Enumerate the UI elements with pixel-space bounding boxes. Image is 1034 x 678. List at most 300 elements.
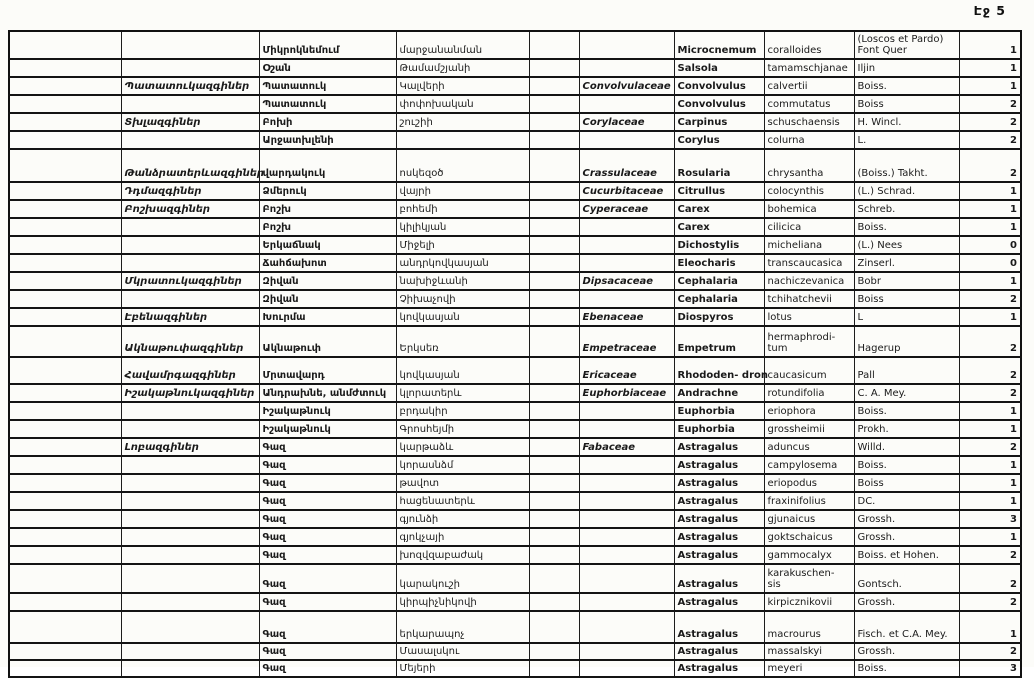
cell-latin-genus: Convolvulus	[674, 77, 764, 95]
cell-latin-genus: Astragalus	[674, 456, 764, 474]
cell-latin-genus: Convolvulus	[674, 95, 764, 113]
table-row	[9, 402, 1021, 420]
cell-author: Boiss	[854, 95, 959, 113]
cell-armenian-genus: Արջատխլենի	[259, 131, 396, 149]
cell-count: 1	[959, 528, 1021, 546]
cell-armenian-family	[121, 402, 259, 420]
cell-count: 3	[959, 510, 1021, 528]
cell-armenian-species: Կալվերի	[396, 77, 529, 95]
cell-empty-left	[9, 611, 121, 643]
cell-empty-left	[9, 546, 121, 564]
cell-count: 1	[959, 31, 1021, 59]
cell-armenian-genus: Ձմերուկ	[259, 182, 396, 200]
cell-latin-species: fraxinifolius	[764, 492, 854, 510]
cell-count: 1	[959, 474, 1021, 492]
cell-latin-family	[579, 131, 674, 149]
table-row	[9, 492, 1021, 510]
cell-author: DC.	[854, 492, 959, 510]
cell-spacer	[529, 31, 579, 59]
cell-armenian-genus: Պատատուկ	[259, 77, 396, 95]
cell-latin-species: eriopodus	[764, 474, 854, 492]
cell-latin-species: transcaucasica	[764, 254, 854, 272]
cell-armenian-genus: Օշան	[259, 59, 396, 77]
cell-latin-species: colocynthis	[764, 182, 854, 200]
cell-spacer	[529, 272, 579, 290]
cell-count: 2	[959, 131, 1021, 149]
cell-empty-left	[9, 564, 121, 593]
cell-latin-family: Crassulaceae	[579, 149, 674, 182]
cell-author: Boiss	[854, 474, 959, 492]
cell-empty-left	[9, 643, 121, 660]
cell-armenian-species: Գրոսհեյմի	[396, 420, 529, 438]
cell-latin-genus: Astragalus	[674, 546, 764, 564]
cell-armenian-species: Միջելի	[396, 236, 529, 254]
cell-empty-left	[9, 593, 121, 611]
table-row	[9, 77, 1021, 95]
cell-empty-left	[9, 326, 121, 357]
table-row	[9, 308, 1021, 326]
cell-armenian-species: Մասալսկու	[396, 643, 529, 660]
cell-author: Zinserl.	[854, 254, 959, 272]
cell-armenian-family	[121, 528, 259, 546]
cell-latin-species: tchihatchevii	[764, 290, 854, 308]
cell-count: 1	[959, 420, 1021, 438]
cell-author: Gontsch.	[854, 564, 959, 593]
cell-spacer	[529, 131, 579, 149]
cell-latin-family: Corylaceae	[579, 113, 674, 131]
cell-spacer	[529, 402, 579, 420]
table-row	[9, 384, 1021, 402]
cell-count: 1	[959, 272, 1021, 290]
table-row	[9, 660, 1021, 677]
cell-armenian-species: շուշիի	[396, 113, 529, 131]
table-body	[9, 31, 1021, 677]
cell-latin-genus: Carpinus	[674, 113, 764, 131]
cell-count: 2	[959, 564, 1021, 593]
cell-armenian-species: խոզվզաբաժակ	[396, 546, 529, 564]
cell-latin-family	[579, 290, 674, 308]
cell-spacer	[529, 200, 579, 218]
cell-count: 1	[959, 308, 1021, 326]
cell-armenian-family	[121, 59, 259, 77]
cell-armenian-family	[121, 218, 259, 236]
cell-armenian-family	[121, 546, 259, 564]
cell-armenian-family: Բոշխազգիներ	[121, 200, 259, 218]
cell-author: Boiss.	[854, 218, 959, 236]
cell-latin-family	[579, 611, 674, 643]
cell-latin-species: micheliana	[764, 236, 854, 254]
cell-author: H. Wincl.	[854, 113, 959, 131]
cell-spacer	[529, 643, 579, 660]
table-row	[9, 420, 1021, 438]
cell-count: 1	[959, 456, 1021, 474]
cell-armenian-genus: Գազ	[259, 492, 396, 510]
cell-latin-species: caucasicum	[764, 357, 854, 384]
cell-author: Boiss	[854, 290, 959, 308]
cell-latin-family: Ericaceae	[579, 357, 674, 384]
cell-latin-family: Fabaceae	[579, 438, 674, 456]
cell-latin-species: lotus	[764, 308, 854, 326]
cell-empty-left	[9, 384, 121, 402]
cell-empty-left	[9, 357, 121, 384]
cell-armenian-family	[121, 95, 259, 113]
table-row	[9, 236, 1021, 254]
cell-armenian-genus: Գազ	[259, 643, 396, 660]
table-row	[9, 546, 1021, 564]
cell-author: Boiss.	[854, 660, 959, 677]
cell-armenian-genus: Միկրոկնեմում	[259, 31, 396, 59]
cell-latin-family	[579, 546, 674, 564]
cell-armenian-species: Մեյերի	[396, 660, 529, 677]
cell-count: 0	[959, 254, 1021, 272]
cell-count: 2	[959, 113, 1021, 131]
cell-armenian-genus: Գազ	[259, 593, 396, 611]
cell-armenian-species: կարթաձև	[396, 438, 529, 456]
cell-latin-family	[579, 218, 674, 236]
cell-armenian-family: Լոբազգիներ	[121, 438, 259, 456]
cell-latin-species: cilicica	[764, 218, 854, 236]
cell-empty-left	[9, 59, 121, 77]
cell-armenian-genus: Գազ	[259, 528, 396, 546]
cell-latin-family	[579, 254, 674, 272]
cell-author: (Boiss.) Takht.	[854, 149, 959, 182]
cell-latin-family	[579, 492, 674, 510]
table-row	[9, 182, 1021, 200]
cell-armenian-species: կիլիկյան	[396, 218, 529, 236]
cell-latin-species: commutatus	[764, 95, 854, 113]
cell-empty-left	[9, 474, 121, 492]
cell-armenian-species: կովկասյան	[396, 308, 529, 326]
cell-count: 0	[959, 236, 1021, 254]
cell-spacer	[529, 218, 579, 236]
cell-count: 2	[959, 546, 1021, 564]
cell-author: Boiss.	[854, 402, 959, 420]
table-row	[9, 290, 1021, 308]
cell-armenian-genus: Իշակաթնուկ	[259, 402, 396, 420]
cell-author: (L.) Schrad.	[854, 182, 959, 200]
cell-armenian-genus: Գազ	[259, 660, 396, 677]
cell-latin-species: tamamschjanae	[764, 59, 854, 77]
cell-empty-left	[9, 95, 121, 113]
cell-latin-species: coralloides	[764, 31, 854, 59]
cell-armenian-genus: Գազ	[259, 456, 396, 474]
cell-armenian-species: մարջանանման	[396, 31, 529, 59]
cell-latin-genus: Astragalus	[674, 492, 764, 510]
cell-latin-family	[579, 402, 674, 420]
cell-latin-family	[579, 420, 674, 438]
table-row	[9, 95, 1021, 113]
cell-latin-family: Cucurbitaceae	[579, 182, 674, 200]
cell-count: 1	[959, 77, 1021, 95]
table-row	[9, 31, 1021, 59]
cell-latin-species: rotundifolia	[764, 384, 854, 402]
cell-armenian-species: գյունձի	[396, 510, 529, 528]
cell-latin-genus: Andrachne	[674, 384, 764, 402]
table-row	[9, 643, 1021, 660]
cell-armenian-species: փոփոխական	[396, 95, 529, 113]
cell-armenian-species: կարակուշի	[396, 564, 529, 593]
cell-latin-species: macrourus	[764, 611, 854, 643]
cell-spacer	[529, 528, 579, 546]
cell-spacer	[529, 474, 579, 492]
cell-armenian-species: կորասնձմ	[396, 456, 529, 474]
cell-armenian-family	[121, 643, 259, 660]
table-row	[9, 357, 1021, 384]
cell-armenian-family: Իշակաթնուկազգիներ	[121, 384, 259, 402]
cell-latin-genus: Astragalus	[674, 510, 764, 528]
cell-armenian-family: Պատատուկազգիներ	[121, 77, 259, 95]
cell-latin-genus: Corylus	[674, 131, 764, 149]
cell-empty-left	[9, 456, 121, 474]
cell-armenian-family	[121, 510, 259, 528]
cell-spacer	[529, 611, 579, 643]
cell-author: Hagerup	[854, 326, 959, 357]
cell-latin-species: gammocalyx	[764, 546, 854, 564]
cell-armenian-species: հացենատերև	[396, 492, 529, 510]
table-row	[9, 593, 1021, 611]
cell-spacer	[529, 95, 579, 113]
table-row	[9, 254, 1021, 272]
cell-empty-left	[9, 510, 121, 528]
cell-latin-family	[579, 456, 674, 474]
cell-latin-family: Euphorbiaceae	[579, 384, 674, 402]
cell-count: 2	[959, 290, 1021, 308]
cell-author: Willd.	[854, 438, 959, 456]
cell-armenian-species: թավոտ	[396, 474, 529, 492]
cell-armenian-genus: Գազ	[259, 611, 396, 643]
cell-armenian-species	[396, 131, 529, 149]
cell-armenian-genus: Զիվան	[259, 272, 396, 290]
cell-armenian-genus: Գազ	[259, 474, 396, 492]
cell-armenian-genus: Զիվան	[259, 290, 396, 308]
cell-author: Bobr	[854, 272, 959, 290]
cell-author: Boiss.	[854, 77, 959, 95]
cell-latin-family	[579, 528, 674, 546]
table-row	[9, 218, 1021, 236]
cell-author: C. A. Mey.	[854, 384, 959, 402]
table-row	[9, 456, 1021, 474]
cell-spacer	[529, 510, 579, 528]
table-row	[9, 474, 1021, 492]
cell-spacer	[529, 593, 579, 611]
cell-latin-species: meyeri	[764, 660, 854, 677]
cell-author: Grossh.	[854, 593, 959, 611]
cell-latin-species: gjunaicus	[764, 510, 854, 528]
cell-empty-left	[9, 31, 121, 59]
cell-armenian-species: Երկսեռ	[396, 326, 529, 357]
cell-latin-family	[579, 660, 674, 677]
cell-spacer	[529, 420, 579, 438]
cell-count: 2	[959, 357, 1021, 384]
cell-spacer	[529, 59, 579, 77]
cell-armenian-family	[121, 492, 259, 510]
cell-latin-genus: Astragalus	[674, 593, 764, 611]
cell-armenian-species: երկարապոչ	[396, 611, 529, 643]
cell-armenian-family: Հավամրգազգիներ	[121, 357, 259, 384]
cell-armenian-genus: Անդրախնե, անմժտուկ	[259, 384, 396, 402]
cell-armenian-family: Ակնաթուփազգիներ	[121, 326, 259, 357]
cell-armenian-genus: Գազ	[259, 438, 396, 456]
cell-latin-genus: Empetrum	[674, 326, 764, 357]
cell-spacer	[529, 326, 579, 357]
cell-latin-genus: Salsola	[674, 59, 764, 77]
cell-author: Grossh.	[854, 643, 959, 660]
cell-spacer	[529, 564, 579, 593]
cell-spacer	[529, 113, 579, 131]
cell-latin-genus: Astragalus	[674, 564, 764, 593]
cell-latin-family	[579, 643, 674, 660]
cell-armenian-species: կովկասյան	[396, 357, 529, 384]
cell-spacer	[529, 149, 579, 182]
cell-count: 1	[959, 402, 1021, 420]
table-row	[9, 528, 1021, 546]
cell-empty-left	[9, 131, 121, 149]
cell-latin-species: campylosema	[764, 456, 854, 474]
cell-author: Boiss. et Hohen.	[854, 546, 959, 564]
cell-latin-genus: Citrullus	[674, 182, 764, 200]
botanical-species-table	[8, 30, 1022, 678]
cell-latin-genus: Cephalaria	[674, 272, 764, 290]
cell-armenian-species: կիրպիչնիկովի	[396, 593, 529, 611]
cell-author: L.	[854, 131, 959, 149]
cell-armenian-family	[121, 254, 259, 272]
cell-latin-species: aduncus	[764, 438, 854, 456]
cell-latin-species: calvertii	[764, 77, 854, 95]
cell-empty-left	[9, 272, 121, 290]
cell-armenian-family: Տխլազգիներ	[121, 113, 259, 131]
cell-latin-species: goktschaicus	[764, 528, 854, 546]
cell-latin-genus: Rosularia	[674, 149, 764, 182]
cell-empty-left	[9, 77, 121, 95]
cell-armenian-genus: Խուրմա	[259, 308, 396, 326]
cell-armenian-family	[121, 420, 259, 438]
cell-empty-left	[9, 290, 121, 308]
cell-armenian-species: ոսկեզօծ	[396, 149, 529, 182]
cell-latin-species: colurna	[764, 131, 854, 149]
cell-latin-family	[579, 59, 674, 77]
cell-spacer	[529, 456, 579, 474]
cell-empty-left	[9, 660, 121, 677]
table-row	[9, 326, 1021, 357]
cell-armenian-family: Թանձրատերևազգիներ	[121, 149, 259, 182]
cell-armenian-genus: Ճահճախոտ	[259, 254, 396, 272]
cell-armenian-species: Չիխաչովի	[396, 290, 529, 308]
cell-count: 2	[959, 326, 1021, 357]
cell-count: 2	[959, 384, 1021, 402]
cell-armenian-family	[121, 131, 259, 149]
cell-latin-genus: Cephalaria	[674, 290, 764, 308]
cell-armenian-family	[121, 31, 259, 59]
cell-armenian-genus: Բոշխ	[259, 218, 396, 236]
cell-armenian-genus: Պատատուկ	[259, 95, 396, 113]
table-row	[9, 564, 1021, 593]
cell-armenian-species: անդրկովկասյան	[396, 254, 529, 272]
cell-count: 2	[959, 438, 1021, 456]
cell-armenian-genus: Բոխի	[259, 113, 396, 131]
table-row	[9, 272, 1021, 290]
cell-spacer	[529, 492, 579, 510]
cell-author: (Loscos et Pardo) Font Quer	[854, 31, 959, 59]
cell-author: L	[854, 308, 959, 326]
cell-spacer	[529, 236, 579, 254]
cell-armenian-family	[121, 456, 259, 474]
cell-latin-family	[579, 236, 674, 254]
cell-latin-species: schuschaensis	[764, 113, 854, 131]
cell-armenian-genus: Գազ	[259, 546, 396, 564]
cell-armenian-genus: Գազ	[259, 510, 396, 528]
table-row	[9, 149, 1021, 182]
cell-author: Iljin	[854, 59, 959, 77]
cell-latin-family	[579, 564, 674, 593]
cell-armenian-species: կլորատերև	[396, 384, 529, 402]
cell-latin-genus: Astragalus	[674, 474, 764, 492]
cell-armenian-family	[121, 564, 259, 593]
cell-author: Schreb.	[854, 200, 959, 218]
cell-spacer	[529, 384, 579, 402]
cell-latin-species: karakuschen- sis	[764, 564, 854, 593]
cell-armenian-genus: վարդակուկ	[259, 149, 396, 182]
cell-armenian-family	[121, 474, 259, 492]
cell-spacer	[529, 182, 579, 200]
cell-empty-left	[9, 218, 121, 236]
cell-armenian-family	[121, 236, 259, 254]
cell-armenian-species: բոհեմի	[396, 200, 529, 218]
cell-latin-family	[579, 31, 674, 59]
cell-latin-genus: Diospyros	[674, 308, 764, 326]
cell-latin-species: kirpicznikovii	[764, 593, 854, 611]
cell-author: Grossh.	[854, 510, 959, 528]
cell-latin-genus: Astragalus	[674, 438, 764, 456]
cell-latin-genus: Euphorbia	[674, 420, 764, 438]
cell-count: 1	[959, 611, 1021, 643]
cell-count: 1	[959, 182, 1021, 200]
cell-empty-left	[9, 420, 121, 438]
cell-spacer	[529, 438, 579, 456]
cell-count: 1	[959, 200, 1021, 218]
cell-latin-genus: Microcnemum	[674, 31, 764, 59]
cell-author: Grossh.	[854, 528, 959, 546]
cell-latin-family: Ebenaceae	[579, 308, 674, 326]
cell-latin-family: Convolvulaceae	[579, 77, 674, 95]
cell-spacer	[529, 290, 579, 308]
cell-author: Boiss.	[854, 456, 959, 474]
cell-latin-family: Cyperaceae	[579, 200, 674, 218]
cell-latin-species: hermaphrodi- tum	[764, 326, 854, 357]
cell-armenian-family: Դդմազգիներ	[121, 182, 259, 200]
cell-empty-left	[9, 236, 121, 254]
cell-author: Fisch. et C.A. Mey.	[854, 611, 959, 643]
cell-armenian-genus: Մրտավարդ	[259, 357, 396, 384]
table-row	[9, 131, 1021, 149]
cell-latin-genus: Astragalus	[674, 643, 764, 660]
cell-empty-left	[9, 182, 121, 200]
cell-armenian-family: Մկրատուկազգիներ	[121, 272, 259, 290]
cell-armenian-genus: Ակնաթուփ	[259, 326, 396, 357]
cell-armenian-family	[121, 660, 259, 677]
cell-latin-family	[579, 474, 674, 492]
cell-latin-species: chrysantha	[764, 149, 854, 182]
cell-armenian-genus: Իշակաթնուկ	[259, 420, 396, 438]
cell-spacer	[529, 660, 579, 677]
cell-armenian-family: Էբենազգիներ	[121, 308, 259, 326]
cell-latin-species: nachiczevanica	[764, 272, 854, 290]
table-row	[9, 510, 1021, 528]
page-number-label: Էջ 5	[973, 3, 1006, 18]
cell-count: 3	[959, 660, 1021, 677]
cell-latin-species: eriophora	[764, 402, 854, 420]
cell-empty-left	[9, 528, 121, 546]
table-row	[9, 200, 1021, 218]
